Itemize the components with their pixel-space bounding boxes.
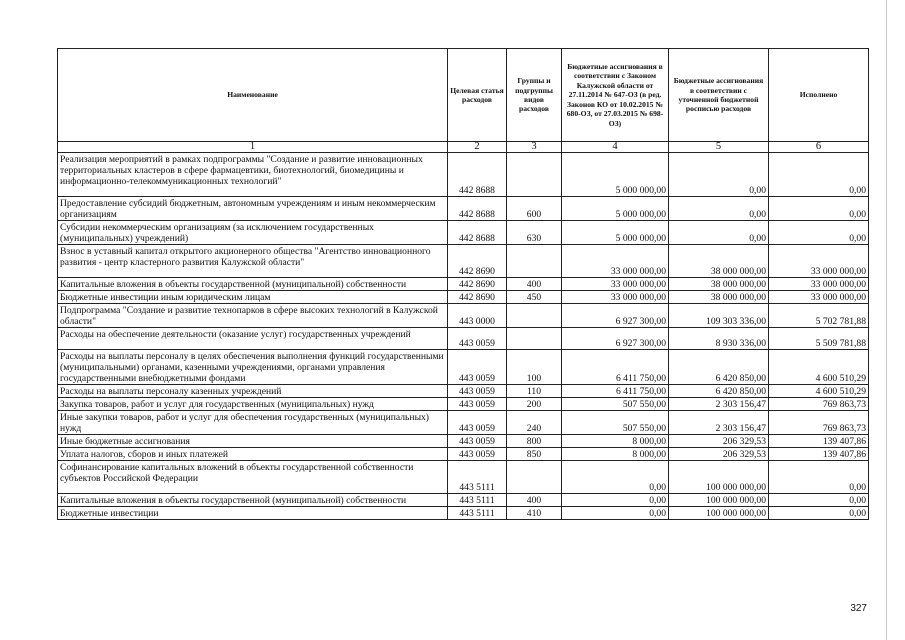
page-edge-line (886, 0, 887, 640)
row-name: Расходы на обеспечение деятельности (оказание услуг) государственных учреждений (58, 328, 448, 350)
table-row (58, 221, 869, 245)
row-target-code: 443 5111 (448, 507, 507, 520)
header-row (58, 49, 869, 142)
row-executed: 5 509 781,88 (769, 328, 869, 350)
table-row (58, 197, 869, 221)
row-executed: 139 407,86 (769, 435, 869, 448)
table-row (58, 411, 869, 435)
row-group-code: 800 (507, 435, 562, 448)
row-assign-law: 33 000 000,00 (562, 291, 669, 304)
table-row (58, 461, 869, 494)
row-target-code: 443 0059 (448, 350, 507, 385)
row-group-code: 100 (507, 350, 562, 385)
row-group-code: 600 (507, 197, 562, 221)
row-group-code (507, 328, 562, 350)
row-group-code (507, 304, 562, 328)
row-group-code: 410 (507, 507, 562, 520)
row-target-code: 443 0059 (448, 448, 507, 461)
row-assign-schedule: 0,00 (669, 221, 769, 245)
row-target-code: 442 8688 (448, 197, 507, 221)
column-number-row (58, 142, 869, 153)
table-row (58, 398, 869, 411)
row-assign-law: 6 411 750,00 (562, 350, 669, 385)
row-assign-schedule: 8 930 336,00 (669, 328, 769, 350)
row-assign-schedule: 100 000 000,00 (669, 494, 769, 507)
row-target-code: 443 0059 (448, 435, 507, 448)
row-assign-schedule: 2 303 156,47 (669, 398, 769, 411)
row-executed: 4 600 510,29 (769, 385, 869, 398)
row-group-code: 450 (507, 291, 562, 304)
row-assign-schedule: 38 000 000,00 (669, 245, 769, 278)
row-assign-law: 5 000 000,00 (562, 197, 669, 221)
row-assign-law: 33 000 000,00 (562, 278, 669, 291)
row-assign-schedule: 6 420 850,00 (669, 385, 769, 398)
row-target-code: 443 0059 (448, 385, 507, 398)
header-target: Целевая статья расходов (448, 49, 507, 142)
row-target-code: 443 5111 (448, 461, 507, 494)
row-executed: 0,00 (769, 461, 869, 494)
budget-table (57, 48, 869, 520)
table-row (58, 350, 869, 385)
row-assign-law: 6 411 750,00 (562, 385, 669, 398)
row-name: Иные бюджетные ассигнования (58, 435, 448, 448)
row-name: Софинансирование капитальных вложений в объекты государственной собственности субъектов Российской Федерации (58, 461, 448, 494)
row-group-code: 850 (507, 448, 562, 461)
row-assign-law: 507 550,00 (562, 398, 669, 411)
row-name: Подпрограмма "Создание и развитие технопарков в сфере высоких технологий в Калужской области" (58, 304, 448, 328)
row-assign-schedule: 0,00 (669, 153, 769, 197)
row-target-code: 442 8690 (448, 278, 507, 291)
row-assign-schedule: 206 329,53 (669, 448, 769, 461)
row-assign-schedule: 100 000 000,00 (669, 507, 769, 520)
row-assign-law: 0,00 (562, 507, 669, 520)
table-row (58, 494, 869, 507)
row-group-code: 400 (507, 278, 562, 291)
column-number: 6 (769, 142, 869, 153)
row-group-code (507, 153, 562, 197)
row-assign-law: 0,00 (562, 494, 669, 507)
row-executed: 0,00 (769, 507, 869, 520)
table-row (58, 304, 869, 328)
row-name: Закупка товаров, работ и услуг для государственных (муниципальных) нужд (58, 398, 448, 411)
row-executed: 769 863,73 (769, 411, 869, 435)
column-number: 4 (562, 142, 669, 153)
page-number: 327 (850, 603, 867, 614)
table-row (58, 291, 869, 304)
row-group-code: 630 (507, 221, 562, 245)
row-assign-schedule: 38 000 000,00 (669, 278, 769, 291)
column-number: 5 (669, 142, 769, 153)
row-executed: 769 863,73 (769, 398, 869, 411)
row-assign-schedule: 100 000 000,00 (669, 461, 769, 494)
row-assign-law: 8 000,00 (562, 448, 669, 461)
table-row (58, 385, 869, 398)
row-assign-law: 0,00 (562, 461, 669, 494)
row-assign-schedule: 38 000 000,00 (669, 291, 769, 304)
row-name: Бюджетные инвестиции (58, 507, 448, 520)
row-name: Иные закупки товаров, работ и услуг для обеспечения государственных (муниципальных) нужд (58, 411, 448, 435)
row-name: Расходы на выплаты персоналу в целях обеспечения выполнения функций государственными (муниципальными) органами, казенными учреждениями, органами управления государственными внебюджетными фондами (58, 350, 448, 385)
header-assign-schedule: Бюджетные ассигнования в соответствии с уточненной бюджетной росписью расходов (669, 49, 769, 142)
row-executed: 33 000 000,00 (769, 291, 869, 304)
row-assign-schedule: 6 420 850,00 (669, 350, 769, 385)
row-target-code: 443 0059 (448, 398, 507, 411)
row-target-code: 442 8688 (448, 153, 507, 197)
row-group-code: 110 (507, 385, 562, 398)
row-target-code: 442 8690 (448, 291, 507, 304)
row-name: Капитальные вложения в объекты государственной (муниципальной) собственности (58, 494, 448, 507)
row-group-code (507, 245, 562, 278)
row-group-code: 200 (507, 398, 562, 411)
row-executed: 139 407,86 (769, 448, 869, 461)
column-number: 2 (448, 142, 507, 153)
row-target-code: 443 0059 (448, 411, 507, 435)
row-name: Уплата налогов, сборов и иных платежей (58, 448, 448, 461)
row-assign-schedule: 2 303 156,47 (669, 411, 769, 435)
column-number: 1 (58, 142, 448, 153)
table-row (58, 153, 869, 197)
row-target-code: 442 8688 (448, 221, 507, 245)
row-name: Капитальные вложения в объекты государственной (муниципальной) собственности (58, 278, 448, 291)
row-executed: 33 000 000,00 (769, 278, 869, 291)
row-assign-law: 8 000,00 (562, 435, 669, 448)
row-assign-schedule: 109 303 336,00 (669, 304, 769, 328)
row-executed: 0,00 (769, 197, 869, 221)
row-assign-law: 6 927 300,00 (562, 328, 669, 350)
row-name: Субсидии некоммерческим организациям (за исключением государственных (муниципальных) учреждений) (58, 221, 448, 245)
row-group-code: 400 (507, 494, 562, 507)
row-executed: 33 000 000,00 (769, 245, 869, 278)
header-assign-law: Бюджетные ассигнования в соответствии с Законом Калужской области от 27.11.2014 № 647-ОЗ (в ред. Законов КО от 10.02.2015 № 680-ОЗ, от 27.03.2015 № 698-ОЗ) (562, 49, 669, 142)
row-name: Расходы на выплаты персоналу казенных учреждений (58, 385, 448, 398)
row-target-code: 443 5111 (448, 494, 507, 507)
row-executed: 0,00 (769, 221, 869, 245)
header-name: Наименование (58, 49, 448, 142)
row-target-code: 443 0000 (448, 304, 507, 328)
row-executed: 0,00 (769, 153, 869, 197)
row-name: Реализация мероприятий в рамках подпрограммы "Создание и развитие инновационных территориальных кластеров в сфере фармацевтики, биотехнологий, биомедицины и информационно-телекоммуникационных технологий" (58, 153, 448, 197)
table-body (58, 153, 869, 520)
row-target-code: 443 0059 (448, 328, 507, 350)
row-group-code (507, 461, 562, 494)
header-executed: Исполнено (769, 49, 869, 142)
table-row (58, 278, 869, 291)
row-name: Взнос в уставный капитал открытого акционерного общества "Агентство инновационного развития - центр кластерного развития Калужской области" (58, 245, 448, 278)
row-assign-schedule: 0,00 (669, 197, 769, 221)
row-assign-law: 6 927 300,00 (562, 304, 669, 328)
table-row (58, 435, 869, 448)
row-assign-schedule: 206 329,53 (669, 435, 769, 448)
table-row (58, 507, 869, 520)
row-executed: 5 702 781,88 (769, 304, 869, 328)
row-assign-law: 507 550,00 (562, 411, 669, 435)
budget-table-container (57, 48, 868, 520)
row-executed: 4 600 510,29 (769, 350, 869, 385)
column-number: 3 (507, 142, 562, 153)
row-name: Бюджетные инвестиции иным юридическим лицам (58, 291, 448, 304)
row-target-code: 442 8690 (448, 245, 507, 278)
table-row (58, 328, 869, 350)
row-name: Предоставление субсидий бюджетным, автономным учреждениям и иным некоммерческим организациям (58, 197, 448, 221)
row-assign-law: 33 000 000,00 (562, 245, 669, 278)
row-group-code: 240 (507, 411, 562, 435)
row-executed: 0,00 (769, 494, 869, 507)
row-assign-law: 5 000 000,00 (562, 221, 669, 245)
header-groups: Группы и подгруппы видов расходов (507, 49, 562, 142)
table-row (58, 245, 869, 278)
row-assign-law: 5 000 000,00 (562, 153, 669, 197)
table-row (58, 448, 869, 461)
